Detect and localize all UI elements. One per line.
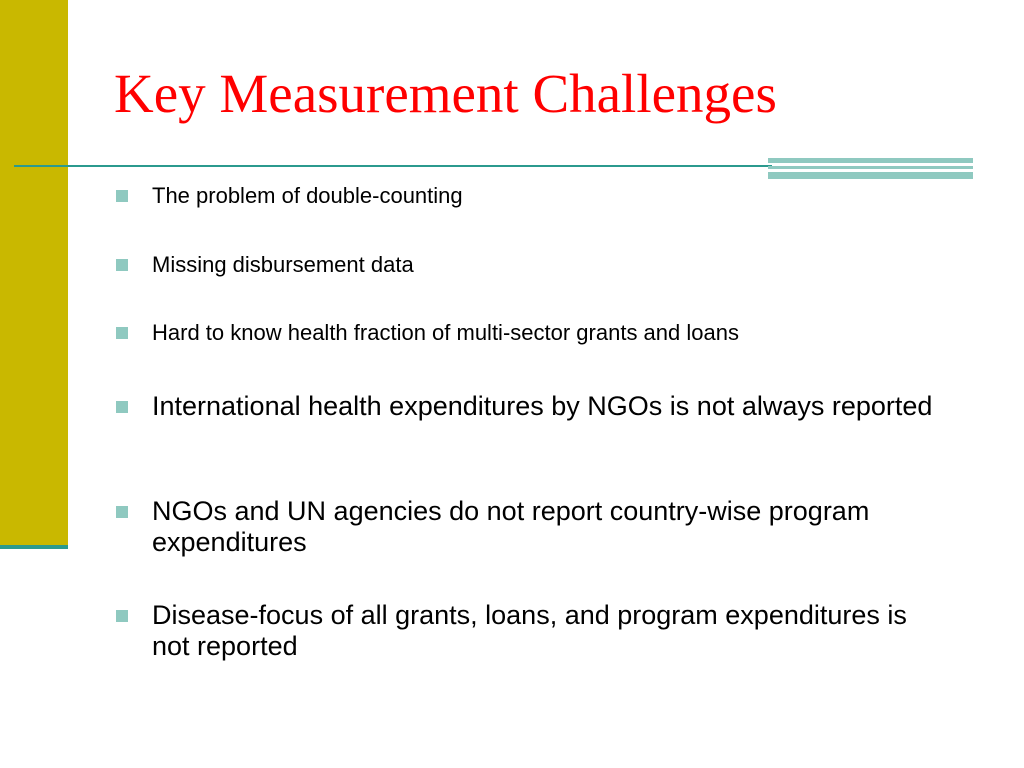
slide-title: Key Measurement Challenges	[114, 63, 777, 124]
bullet-item	[116, 319, 946, 347]
bullet-text: Disease-focus of all grants, loans, and program expenditures is not reported	[152, 600, 907, 661]
square-bullet-icon	[116, 401, 128, 413]
bullet-item	[116, 251, 946, 279]
bullet-text: Hard to know health fraction of multi-sector grants and loans	[152, 320, 739, 345]
bullet-item	[116, 496, 946, 558]
square-bullet-icon	[116, 190, 128, 202]
square-bullet-icon	[116, 259, 128, 271]
bullet-item	[116, 182, 946, 210]
bullet-text: Missing disbursement data	[152, 252, 414, 277]
bullet-item	[116, 600, 946, 662]
bullet-text: The problem of double-counting	[152, 183, 463, 208]
square-bullet-icon	[116, 610, 128, 622]
bullet-item	[116, 391, 946, 422]
bullet-text: International health expenditures by NGOs is not always reported	[152, 391, 933, 421]
bullet-text: NGOs and UN agencies do not report country-wise program expenditures	[152, 496, 870, 557]
square-bullet-icon	[116, 327, 128, 339]
square-bullet-icon	[116, 506, 128, 518]
